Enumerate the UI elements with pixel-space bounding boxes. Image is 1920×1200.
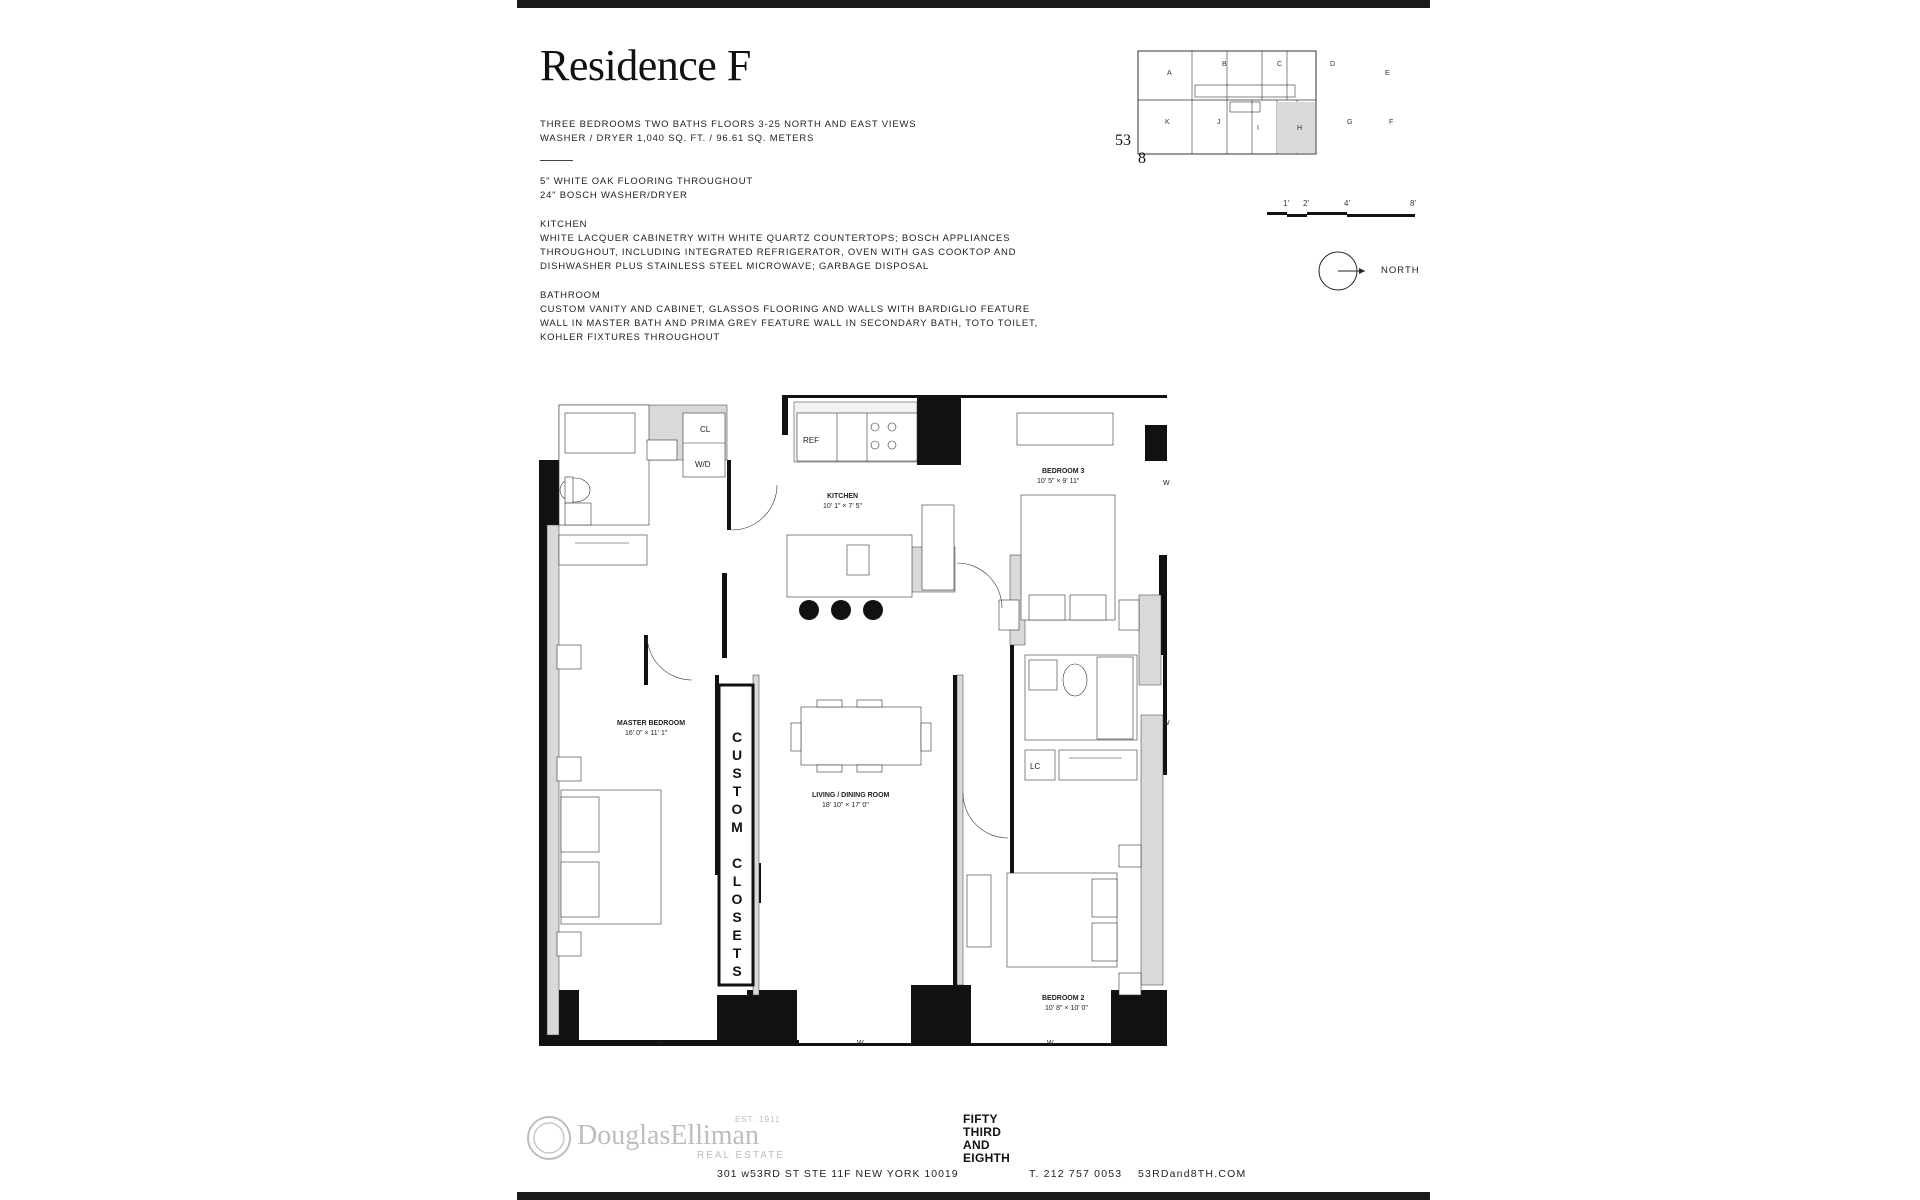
- brand-line-3: AND: [963, 1138, 990, 1152]
- keyplan-unit-g: G: [1347, 119, 1353, 126]
- master-name: MASTER BEDROOM: [617, 720, 686, 727]
- website-link[interactable]: 53RDand8TH.COM: [1138, 1168, 1247, 1180]
- top-bar: [517, 0, 1430, 8]
- spec-line-1: THREE BEDROOMS TWO BATHS FLOORS 3-25 NORTH AND EAST VIEWS: [540, 119, 917, 130]
- keyplan-avenue-8: 8: [1138, 150, 1146, 167]
- master-bedroom-furniture: [557, 645, 661, 956]
- bedroom3-name: BEDROOM 3: [1042, 468, 1085, 475]
- building-brand: [963, 1113, 1023, 1165]
- window-mark-2: W: [857, 1040, 864, 1047]
- keyplan-unit-h: H: [1297, 125, 1303, 132]
- bathroom-heading: BATHROOM: [540, 290, 601, 301]
- keyplan-unit-f: F: [1389, 119, 1394, 126]
- floorplan-sheet: [517, 0, 1430, 1200]
- cl-label: CL: [700, 425, 711, 434]
- agency-est: EST. 1911: [735, 1115, 781, 1124]
- agency-sub: REAL ESTATE: [697, 1150, 785, 1161]
- bathroom-text-3: KOHLER FIXTURES THROUGHOUT: [540, 332, 721, 343]
- agency-logo: [525, 1112, 785, 1162]
- phone-number: T. 212 757 0053: [1029, 1168, 1123, 1180]
- master-dim: 16' 0" × 11' 1": [625, 730, 668, 737]
- living-dim: 18' 10" × 17' 0": [822, 802, 869, 809]
- keyplan-unit-b: B: [1222, 61, 1227, 68]
- kitchen-text-2: THROUGHOUT, INCLUDING INTEGRATED REFRIGERATOR, OVEN WITH GAS COOKTOP AND: [540, 247, 1017, 258]
- keyplan-unit-c: C: [1277, 61, 1283, 68]
- custom-closets-label: CUSTOM CLOSETS: [729, 729, 745, 981]
- spec-line-2: WASHER / DRYER 1,040 SQ. FT. / 96.61 SQ. METERS: [540, 133, 815, 144]
- north-label: NORTH: [1381, 265, 1420, 276]
- keyplan-unit-a: A: [1167, 70, 1172, 77]
- window-mark-4: W: [1163, 480, 1170, 487]
- living-name: LIVING / DINING ROOM: [812, 792, 890, 799]
- lc-label: LC: [1030, 762, 1041, 771]
- window-mark-5: W: [1163, 720, 1170, 727]
- ref-label: REF: [803, 436, 819, 445]
- keyplan-unit-e: E: [1385, 70, 1390, 77]
- kitchen-dim: 10' 1" × 7' 5": [823, 503, 862, 510]
- window-mark-3: W: [1047, 1040, 1054, 1047]
- keyplan-unit-d: D: [1330, 61, 1336, 68]
- bedroom2-dim: 10' 8" × 10' 0": [1045, 1005, 1088, 1012]
- dining-table: [791, 700, 931, 772]
- second-bathroom: [1025, 655, 1137, 780]
- bathroom-text-1: CUSTOM VANITY AND CABINET, GLASSOS FLOORING AND WALLS WITH BARDIGLIO FEATURE: [540, 304, 1030, 315]
- key-plan: [1137, 50, 1394, 156]
- bottom-bar: [517, 1192, 1430, 1200]
- scale-label-4: 4': [1344, 199, 1350, 208]
- kitchen-heading: KITCHEN: [540, 219, 588, 230]
- wd-label: W/D: [695, 460, 711, 469]
- residence-title: Residence F: [540, 41, 751, 90]
- keyplan-unit-k: K: [1165, 119, 1170, 126]
- scale-bar: [1247, 196, 1417, 220]
- floor-plan: [517, 395, 1430, 1060]
- divider: [540, 160, 573, 161]
- kitchen-text-3: DISHWASHER PLUS STAINLESS STEEL MICROWAVE; GARBAGE DISPOSAL: [540, 261, 929, 272]
- custom-closets-label-wrap: [720, 720, 754, 990]
- kitchen-text-1: WHITE LACQUER CABINETRY WITH WHITE QUARTZ COUNTERTOPS; BOSCH APPLIANCES: [540, 233, 1011, 244]
- keyplan-unit-j: J: [1217, 119, 1221, 126]
- agency-seal-icon: [525, 1114, 573, 1162]
- kitchen-name: KITCHEN: [827, 493, 859, 500]
- keyplan-street-53: 53: [1115, 132, 1131, 149]
- bedroom3-dim: 10' 5" × 9' 11": [1037, 478, 1080, 485]
- feature-flooring: 5" WHITE OAK FLOORING THROUGHOUT: [540, 176, 754, 187]
- bedroom-2-furniture: [967, 845, 1141, 995]
- agency-address: 301 w53RD ST STE 11F NEW YORK 10019: [717, 1168, 959, 1180]
- brand-line-4: EIGHTH: [963, 1151, 1011, 1165]
- window-mark-1: W: [657, 1040, 664, 1047]
- scale-label-8: 8': [1410, 199, 1416, 208]
- scale-label-1: 1': [1283, 199, 1289, 208]
- agency-name: DouglasElliman: [577, 1120, 759, 1151]
- bedroom2-name: BEDROOM 2: [1042, 995, 1085, 1002]
- scale-label-2: 2': [1303, 199, 1309, 208]
- bar-stools: [799, 600, 883, 620]
- bathroom-text-2: WALL IN MASTER BATH AND PRIMA GREY FEATURE WALL IN SECONDARY BATH, TOTO TOILET,: [540, 318, 1039, 329]
- keyplan-unit-i: I: [1257, 125, 1259, 132]
- feature-washer: 24" BOSCH WASHER/DRYER: [540, 190, 688, 201]
- brand-line-2: THIRD: [963, 1125, 1002, 1139]
- brand-line-1: FIFTY: [963, 1112, 998, 1126]
